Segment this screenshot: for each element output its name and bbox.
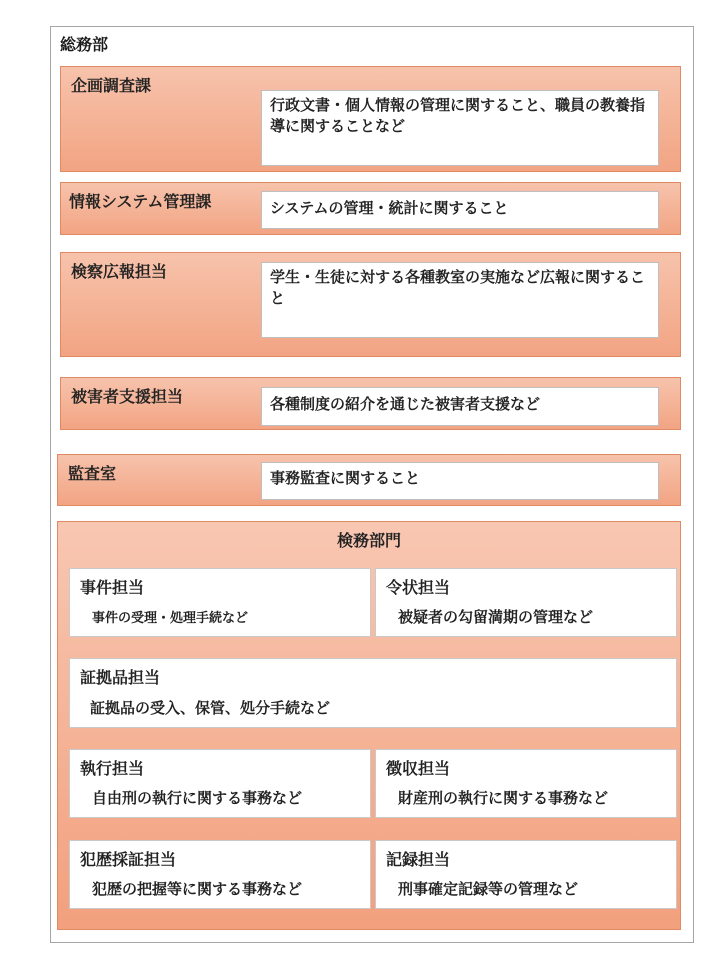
unit-title: 犯歴採証担当: [80, 850, 177, 869]
unit-title: 事件担当: [80, 578, 145, 597]
section-kikaku-chosa: [60, 66, 681, 172]
unit-description: 財産刑の執行に関する事務など: [398, 789, 609, 807]
unit-kiroku: [375, 840, 677, 909]
unit-title: 証拠品担当: [80, 668, 161, 687]
unit-description: 刑事確定記録等の管理など: [398, 880, 579, 898]
unit-description: 犯歴の把握等に関する事務など: [92, 880, 303, 898]
unit-reijo: [375, 568, 677, 637]
unit-description: 事件の受理・処理手続など: [92, 611, 249, 626]
unit-description: 証拠品の受入、保管、処分手続など: [90, 699, 331, 717]
section-kansa: [57, 454, 681, 506]
unit-choshu: [375, 749, 677, 818]
unit-jiken: [69, 568, 371, 637]
section-description: システムの管理・統計に関すること: [261, 191, 659, 229]
unit-title: 執行担当: [80, 759, 145, 778]
unit-hanreki-saisho: [69, 840, 371, 909]
section-kensatsu-koho: [60, 252, 681, 357]
section-description: 各種制度の紹介を通じた被害者支援など: [261, 387, 659, 426]
section-kenmu: [57, 521, 681, 930]
section-joho-system: [60, 182, 681, 235]
section-description: 行政文書・個人情報の管理に関すること、職員の教養指導に関することなど: [261, 90, 659, 166]
unit-description: 被疑者の勾留満期の管理など: [398, 608, 594, 626]
section-label: 検察広報担当: [71, 262, 168, 281]
unit-title: 記録担当: [386, 850, 451, 869]
section-description: 事務監査に関すること: [261, 462, 659, 500]
department-title: 総務部: [60, 35, 109, 54]
unit-title: 徴収担当: [386, 759, 451, 778]
section-label: 監査室: [68, 464, 117, 483]
section-label: 企画調査課: [71, 76, 152, 95]
unit-description: 自由刑の執行に関する事務など: [92, 789, 303, 807]
section-label: 情報システム管理課: [69, 192, 212, 211]
kenmu-title: 検務部門: [336, 531, 401, 550]
unit-shikko: [69, 749, 371, 818]
section-description: 学生・生徒に対する各種教室の実施など広報に関すること: [261, 262, 659, 338]
section-label: 被害者支援担当: [71, 387, 184, 406]
unit-title: 令状担当: [386, 578, 451, 597]
section-higaisha-shien: [60, 377, 681, 430]
unit-shokohin: [69, 658, 677, 728]
